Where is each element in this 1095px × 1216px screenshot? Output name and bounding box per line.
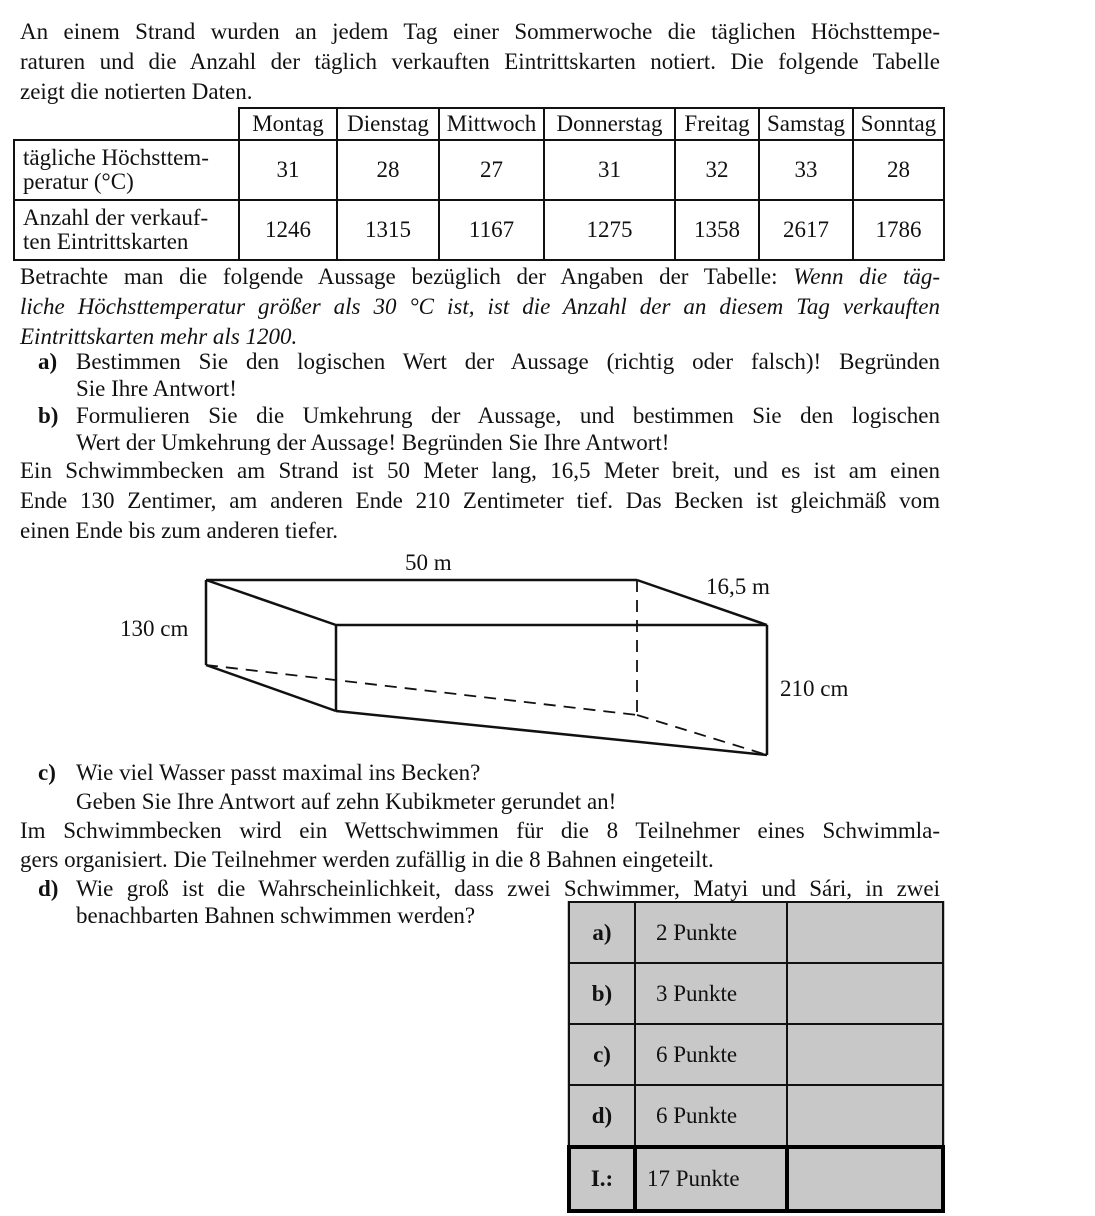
row-label-temperature: tägliche Höchsttem- peratur (°C) [14, 140, 239, 200]
question-c-label: c) [38, 760, 56, 785]
score-key: d) [569, 1085, 635, 1147]
question-b-label: b) [38, 403, 59, 428]
score-total-row [569, 1147, 943, 1211]
score-points: 3 Punkte [635, 963, 787, 1024]
question-b-line-2: Wert der Umkehrung der Aussage! Begründen Sie Ihre Antwort! [76, 430, 670, 455]
score-points: 6 Punkte [635, 1085, 787, 1147]
day-header: Mittwoch [439, 108, 544, 140]
question-c-line-2: Geben Sie Ihre Antwort auf zehn Kubikmeter gerundet an! [76, 789, 617, 814]
table-cell: 1246 [239, 200, 337, 260]
score-row [569, 1085, 943, 1147]
day-header: Freitag [675, 108, 759, 140]
score-entry-cell [787, 963, 943, 1024]
pool-edge [336, 711, 767, 755]
score-key: b) [569, 963, 635, 1024]
score-row [569, 902, 943, 963]
intro-line-3: zeigt die notierten Daten. [20, 79, 253, 104]
question-a-label: a) [38, 349, 58, 374]
table-cell: 1358 [675, 200, 759, 260]
score-points: 2 Punkte [635, 902, 787, 963]
pool-line-1: Ein Schwimmbecken am Strand ist 50 Meter lang, 16,5 Meter breit, und es ist am einen [20, 458, 940, 483]
table-cell: 28 [337, 140, 439, 200]
pool-hidden-edge [206, 665, 637, 715]
table-cell: 1786 [853, 200, 944, 260]
row-label-tickets: Anzahl der verkauf- ten Eintrittskarten [14, 200, 239, 260]
table-row [14, 140, 944, 200]
intro-line-2: raturen und die Anzahl der täglich verkauften Eintrittskarten notiert. Die folgende Tabelle [20, 49, 940, 74]
table-cell: 32 [675, 140, 759, 200]
competition-line-1: Im Schwimmbecken wird ein Wettschwimmen für die 8 Teilnehmer eines Schwimmla- [20, 818, 940, 843]
label-length: 50 m [405, 550, 452, 575]
question-a-line-1: Bestimmen Sie den logischen Wert der Aussage (richtig oder falsch)! Begründen [76, 349, 940, 374]
pool-figure [0, 545, 1095, 765]
question-a-line-2: Sie Ihre Antwort! [76, 376, 237, 401]
statement-line-2: liche Höchsttemperatur größer als 30 °C ist, ist die Anzahl der an diesem Tag verkauften [20, 294, 940, 319]
day-header: Montag [239, 108, 337, 140]
table-cell: 31 [544, 140, 675, 200]
pool-line-3: einen Ende bis zum anderen tiefer. [20, 518, 339, 543]
score-row [569, 963, 943, 1024]
score-table [567, 901, 945, 1213]
table-cell: 33 [759, 140, 853, 200]
score-points: 6 Punkte [635, 1024, 787, 1085]
label-depth-shallow: 130 cm [120, 616, 189, 641]
score-key: c) [569, 1024, 635, 1085]
table-cell: 2617 [759, 200, 853, 260]
statement-line-1: Betrachte man die folgende Aussage bezüglich der Angaben der Tabelle: Wenn die täg- [20, 264, 940, 289]
day-header: Donnerstag [544, 108, 675, 140]
question-d-line-1: Wie groß ist die Wahrscheinlichkeit, dass zwei Schwimmer, Matyi und Sári, in zwei [76, 876, 940, 901]
label-depth-deep: 210 cm [780, 676, 849, 701]
table-cell: 31 [239, 140, 337, 200]
table-row [14, 200, 944, 260]
pool-line-2: Ende 130 Zentimer, am anderen Ende 210 Zentimeter tief. Das Becken ist gleichmäß vom [20, 488, 940, 513]
day-header: Samstag [759, 108, 853, 140]
score-entry-cell [787, 1024, 943, 1085]
question-d-line-2: benachbarten Bahnen schwimmen werden? [76, 903, 476, 928]
label-width: 16,5 m [706, 574, 770, 599]
data-table [13, 107, 945, 261]
question-d-label: d) [38, 876, 59, 901]
day-header: Sonntag [853, 108, 944, 140]
score-row [569, 1024, 943, 1085]
table-cell: 1315 [337, 200, 439, 260]
table-header-row [14, 108, 944, 140]
table-cell: 27 [439, 140, 544, 200]
score-total-key: I.: [569, 1147, 635, 1211]
score-entry-cell [787, 1085, 943, 1147]
table-cell: 28 [853, 140, 944, 200]
question-c-line-1: Wie viel Wasser passt maximal ins Becken? [76, 760, 481, 785]
score-total-points: 17 Punkte [635, 1147, 787, 1211]
score-key: a) [569, 902, 635, 963]
score-total-entry-cell [787, 1147, 943, 1211]
pool-edge [206, 580, 336, 625]
statement-line-3: Eintrittskarten mehr als 1200. [20, 324, 298, 349]
day-header: Dienstag [337, 108, 439, 140]
intro-line-1: An einem Strand wurden an jedem Tag einer Sommerwoche die täglichen Höchsttempe- [20, 19, 940, 44]
question-b-line-1: Formulieren Sie die Umkehrung der Aussage, und bestimmen Sie den logischen [76, 403, 940, 428]
competition-line-2: gers organisiert. Die Teilnehmer werden zufällig in die 8 Bahnen eingeteilt. [20, 847, 714, 872]
table-cell: 1275 [544, 200, 675, 260]
table-cell: 1167 [439, 200, 544, 260]
score-entry-cell [787, 902, 943, 963]
table-corner [14, 108, 239, 140]
